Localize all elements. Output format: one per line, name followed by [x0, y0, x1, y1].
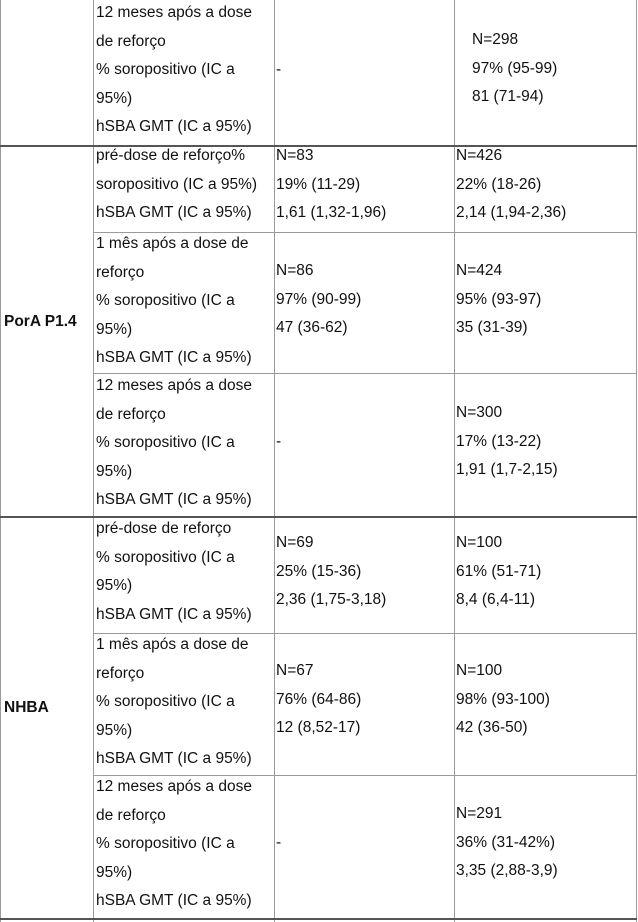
timepoint-cell: 12 meses após a dose de reforço % soropositivo (IC a 95%) hSBA GMT (IC a 95%): [96, 4, 252, 136]
value-cell: N=83 19% (11-29) 1,61 (1,32-1,96): [276, 147, 387, 222]
value-cell: N=300 17% (13-22) 1,91 (1,7-2,15): [456, 404, 558, 479]
value-cell: N=100 98% (93-100) 42 (36-50): [456, 662, 550, 737]
timepoint-cell: 12 meses após a dose de reforço % soropositivo (IC a 95%) hSBA GMT (IC a 95%): [96, 377, 252, 509]
value-cell: N=298 97% (95-99) 81 (71-94): [472, 31, 558, 106]
value-cell: N=86 97% (90-99) 47 (36-62): [276, 262, 362, 337]
timepoint-cell: 12 meses após a dose de reforço % soropositivo (IC a 95%) hSBA GMT (IC a 95%): [96, 778, 252, 910]
col-border-2: [274, 0, 275, 922]
value-cell: N=291 36% (31-42%) 3,35 (2,88-3,9): [456, 805, 558, 880]
value-cell: N=100 61% (51-71) 8,4 (6,4-11): [456, 534, 542, 609]
timepoint-cell: pré-dose de reforço % soropositivo (IC a 95%) hSBA GMT (IC a 95%): [96, 520, 252, 623]
timepoint-cell: 1 mês após a dose de reforço % soropositivo (IC a 95%) hSBA GMT (IC a 95%): [96, 235, 252, 367]
group-label-pora: PorA P1.4: [4, 313, 77, 330]
table-bottom-border: [0, 918, 637, 920]
value-cell: -: [276, 433, 282, 450]
col-border-1: [93, 0, 94, 922]
value-cell: N=424 95% (93-97) 35 (31-39): [456, 262, 542, 337]
col-border-right: [636, 0, 637, 922]
col-border-left: [0, 0, 1, 922]
value-cell: -: [276, 834, 282, 851]
value-cell: N=69 25% (15-36) 2,36 (1,75-3,18): [276, 534, 387, 609]
col-border-3: [454, 0, 455, 922]
timepoint-cell: pré-dose de reforço% soropositivo (IC a 95%) hSBA GMT (IC a 95%): [96, 147, 258, 222]
value-cell: N=426 22% (18-26) 2,14 (1,94-2,36): [456, 147, 567, 222]
timepoint-cell: 1 mês após a dose de reforço % soropositivo (IC a 95%) hSBA GMT (IC a 95%): [96, 636, 252, 768]
group-label-nhba: NHBA: [4, 699, 49, 716]
value-cell: -: [276, 61, 282, 78]
value-cell: N=67 76% (64-86) 12 (8,52-17): [276, 662, 362, 737]
